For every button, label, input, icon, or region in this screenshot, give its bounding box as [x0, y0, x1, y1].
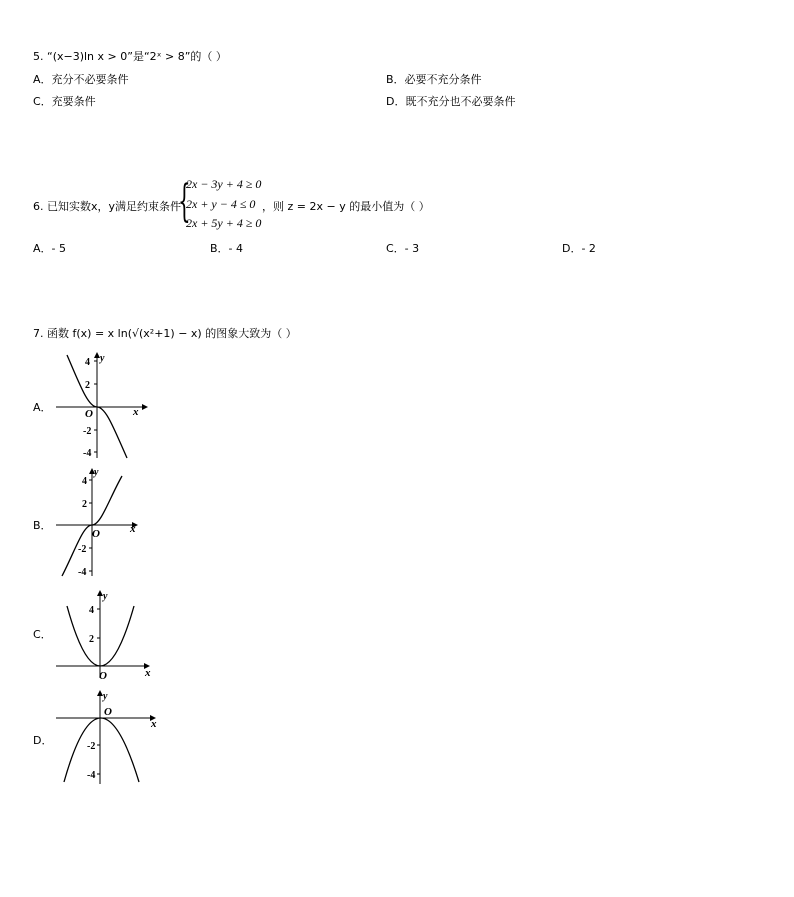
constraint-3: 2x + 5y + 4 ≥ 0: [186, 216, 262, 230]
origin-label: O: [104, 706, 112, 718]
q7-option-d[interactable]: D．: [33, 734, 53, 747]
y-axis-label: y: [103, 591, 108, 602]
tick-label: -2: [78, 544, 87, 555]
q7-stem: 7. 函数 f(x) = x ln(√(x²+1) − x) 的图象大致为（ ）: [33, 327, 297, 340]
graph-b: [50, 466, 150, 578]
tick-label: -4: [87, 770, 96, 781]
tick-label: 2: [82, 499, 87, 510]
constraint-1: 2x − 3y + 4 ≥ 0: [186, 177, 262, 191]
q5-option-c[interactable]: C．充要条件: [33, 95, 96, 108]
x-axis-label: x: [130, 523, 136, 535]
origin-label: O: [92, 528, 100, 540]
tick-label: -4: [78, 567, 87, 578]
origin-label: O: [99, 670, 107, 682]
q6-option-a[interactable]: A．- 5: [33, 242, 66, 255]
q7-option-b[interactable]: B．: [33, 519, 52, 532]
x-axis-label: x: [133, 406, 139, 418]
q6-option-c[interactable]: C．- 3: [386, 242, 420, 255]
curve-d: [64, 718, 139, 782]
x-axis-label: x: [151, 718, 157, 730]
q6-prefix: 6. 已知实数x，y满足约束条件: [33, 200, 182, 213]
q6-suffix: ，则 z = 2x − y 的最小值为（ ）: [262, 200, 430, 213]
y-axis-label: y: [103, 691, 108, 702]
y-axis-label: y: [100, 353, 105, 364]
q5-option-b[interactable]: B．必要不充分条件: [386, 73, 482, 86]
q7-option-c[interactable]: C．: [33, 628, 52, 641]
x-axis-arrow-icon: [142, 404, 148, 410]
graph-a: [50, 350, 150, 462]
brace-icon: {: [178, 176, 191, 227]
q6-option-d[interactable]: D．- 2: [562, 242, 596, 255]
graph-c: [50, 588, 160, 683]
constraint-2: 2x + y − 4 ≤ 0: [186, 197, 256, 211]
q7-option-a[interactable]: A．: [33, 401, 52, 414]
origin-label: O: [85, 408, 93, 420]
graph-d: [50, 688, 165, 788]
tick-label: 4: [85, 357, 90, 368]
tick-label: 2: [89, 634, 94, 645]
x-axis-label: x: [145, 667, 151, 679]
tick-label: -2: [87, 741, 96, 752]
q5-option-a[interactable]: A．充分不必要条件: [33, 73, 129, 86]
y-axis-label: y: [94, 467, 99, 478]
tick-label: 4: [82, 476, 87, 487]
tick-label: -2: [83, 426, 92, 437]
q5-stem: 5. “(x−3)ln x > 0”是“2ˣ > 8”的（ ）: [33, 50, 227, 63]
tick-label: 4: [89, 605, 94, 616]
q5-option-d[interactable]: D．既不充分也不必要条件: [386, 95, 516, 108]
tick-label: -4: [83, 448, 92, 459]
tick-label: 2: [85, 380, 90, 391]
q6-option-b[interactable]: B．- 4: [210, 242, 244, 255]
